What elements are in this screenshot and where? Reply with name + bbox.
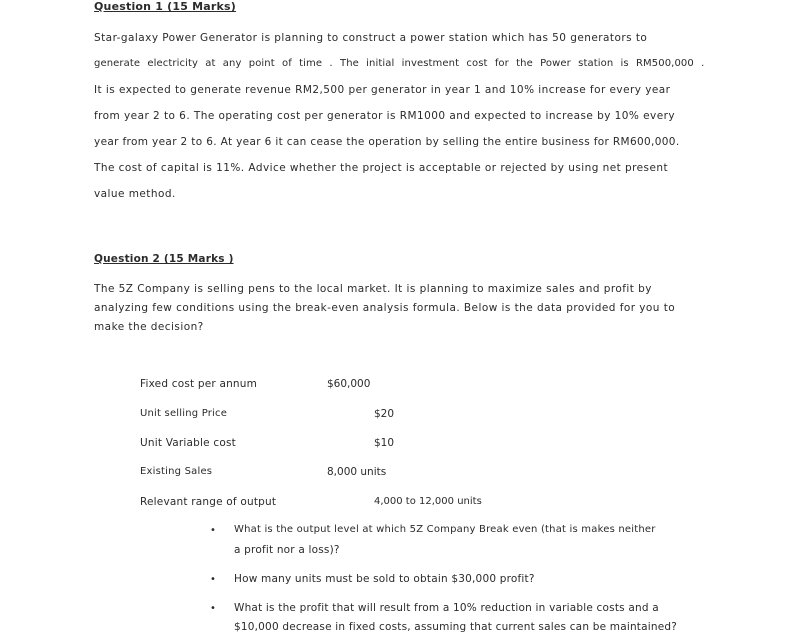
question-1-line: Star-galaxy Power Generator is planning to construct a power station which has 50 generators to [94, 32, 648, 44]
question-1-line: It is expected to generate revenue RM2,500 per generator in year 1 and 10% increase for every year [94, 84, 671, 96]
question-2-line: The 5Z Company is selling pens to the local market. It is planning to maximize sales and profit by [94, 283, 652, 295]
data-value: $60,000 [327, 378, 371, 390]
question-2-line: analyzing few conditions using the break-even analysis formula. Below is the data provided for you to [94, 302, 676, 314]
question-2-title: Question 2 (15 Marks ) [94, 253, 234, 265]
question-1-line: The cost of capital is 11%. Advice whether the project is acceptable or rejected by using net present [94, 162, 669, 174]
question-2-line: make the decision? [94, 321, 204, 333]
data-label: Relevant range of output [140, 496, 277, 508]
data-label: Existing Sales [140, 466, 213, 477]
bullet-line: How many units must be sold to obtain $30,000 profit? [234, 573, 535, 585]
question-1-title: Question 1 (15 Marks) [94, 0, 236, 13]
data-value: 4,000 to 12,000 units [374, 496, 482, 507]
bullet-marker: • [210, 525, 216, 536]
bullet-line: $10,000 decrease in fixed costs, assuming that current sales can be maintained? [234, 621, 678, 633]
bullet-line: What is the output level at which 5Z Company Break even (that is makes neither [234, 524, 656, 535]
bullet-marker: • [210, 574, 216, 585]
bullet-marker: • [210, 603, 216, 614]
data-value: 8,000 units [327, 466, 387, 478]
bullet-line: What is the profit that will result from a 10% reduction in variable costs and a [234, 602, 659, 614]
data-value: $20 [374, 408, 395, 420]
data-value: $10 [374, 437, 395, 449]
question-1-line: generate electricity at any point of time . The initial investment cost for the Power station is RM500,000 . [94, 58, 705, 69]
question-1-line: year from year 2 to 6. At year 6 it can cease the operation by selling the entire business for RM600,000. [94, 136, 680, 148]
question-1-line: from year 2 to 6. The operating cost per generator is RM1000 and expected to increase by 10% every [94, 110, 676, 122]
bullet-line: a profit nor a loss)? [234, 544, 340, 556]
data-label: Unit selling Price [140, 408, 228, 419]
data-label: Fixed cost per annum [140, 378, 258, 390]
data-label: Unit Variable cost [140, 437, 236, 449]
question-1-line: value method. [94, 188, 176, 200]
